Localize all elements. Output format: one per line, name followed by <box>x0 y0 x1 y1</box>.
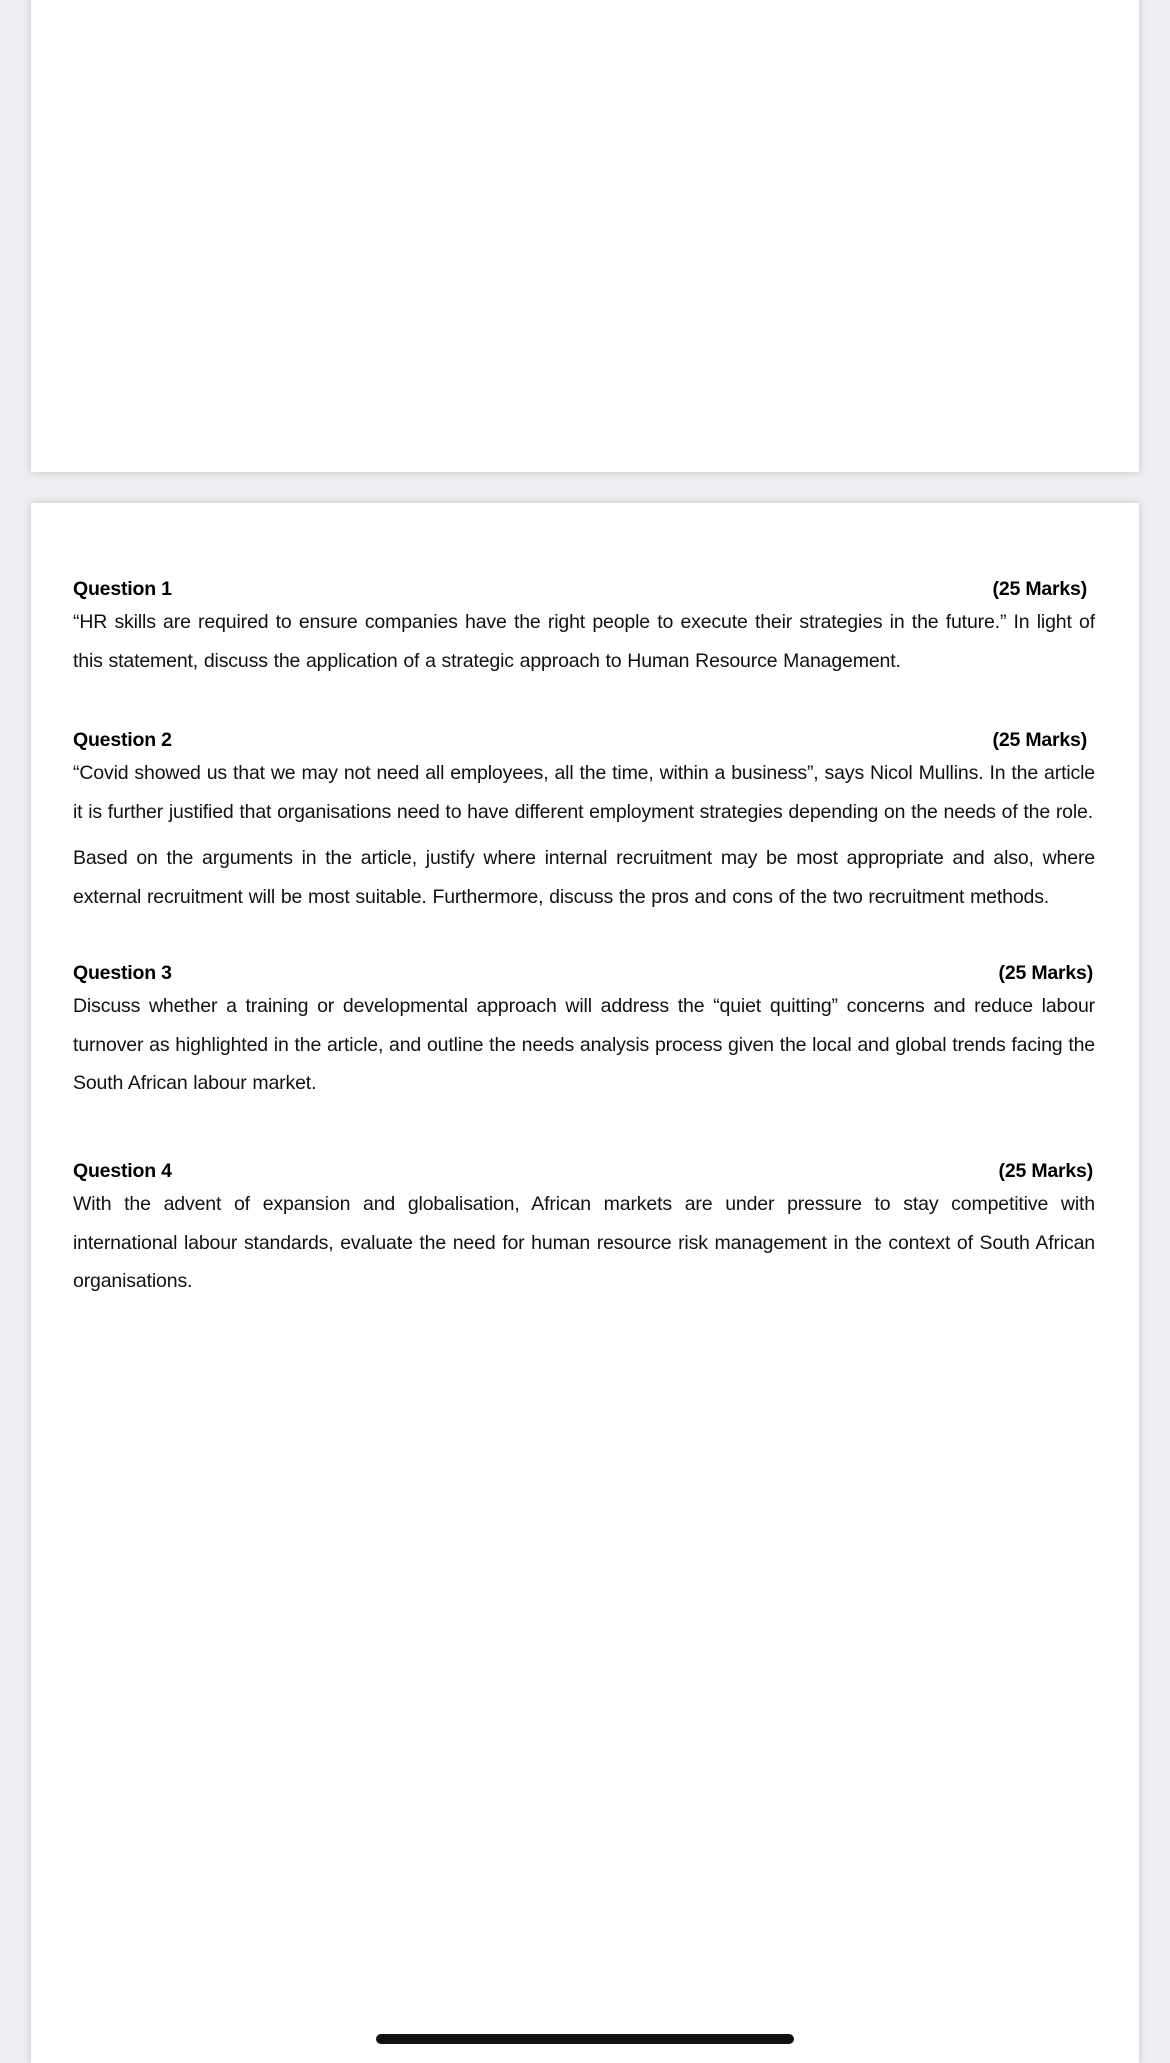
question-title: Question 1 <box>73 578 172 600</box>
question-marks: (25 Marks) <box>992 578 1087 600</box>
question-text: Discuss whether a training or developmental approach will address the “quiet quitting” concerns and reduce labour turnover as highlighted in the article, and outline the needs analysis process given the local and global trends facing the South African labour market. <box>73 995 1095 1094</box>
question-header <box>73 575 1095 603</box>
question-marks: (25 Marks) <box>992 729 1087 751</box>
question-title: Question 3 <box>73 962 172 984</box>
question-text: “Covid showed us that we may not need all employees, all the time, within a business”, says Nicol Mullins. In the article it is further justified that organisations need to have different employment strategies depending on the needs of the role. <box>73 762 1095 823</box>
question-header <box>73 959 1095 987</box>
question-header <box>73 1157 1095 1185</box>
question-4 <box>73 1157 1095 1301</box>
previous-page <box>31 0 1139 472</box>
question-2 <box>73 726 1095 916</box>
question-3 <box>73 959 1095 1103</box>
question-header <box>73 726 1095 754</box>
question-title: Question 4 <box>73 1160 172 1182</box>
document-page <box>31 503 1139 2063</box>
question-text: “HR skills are required to ensure companies have the right people to execute their strategies in the future.” In light of this statement, discuss the application of a strategic approach to Human Resource Management. <box>73 611 1095 672</box>
question-marks: (25 Marks) <box>998 1160 1093 1182</box>
question-1 <box>73 575 1095 680</box>
question-text: With the advent of expansion and globalisation, African markets are under pressure to stay competitive with international labour standards, evaluate the need for human resource risk management in the context of South African organisations. <box>73 1193 1095 1292</box>
question-text: Based on the arguments in the article, justify where internal recruitment may be most appropriate and also, where external recruitment will be most suitable. Furthermore, discuss the pros and cons of the two recruitment methods. <box>73 847 1095 908</box>
question-title: Question 2 <box>73 729 172 751</box>
question-marks: (25 Marks) <box>998 962 1093 984</box>
